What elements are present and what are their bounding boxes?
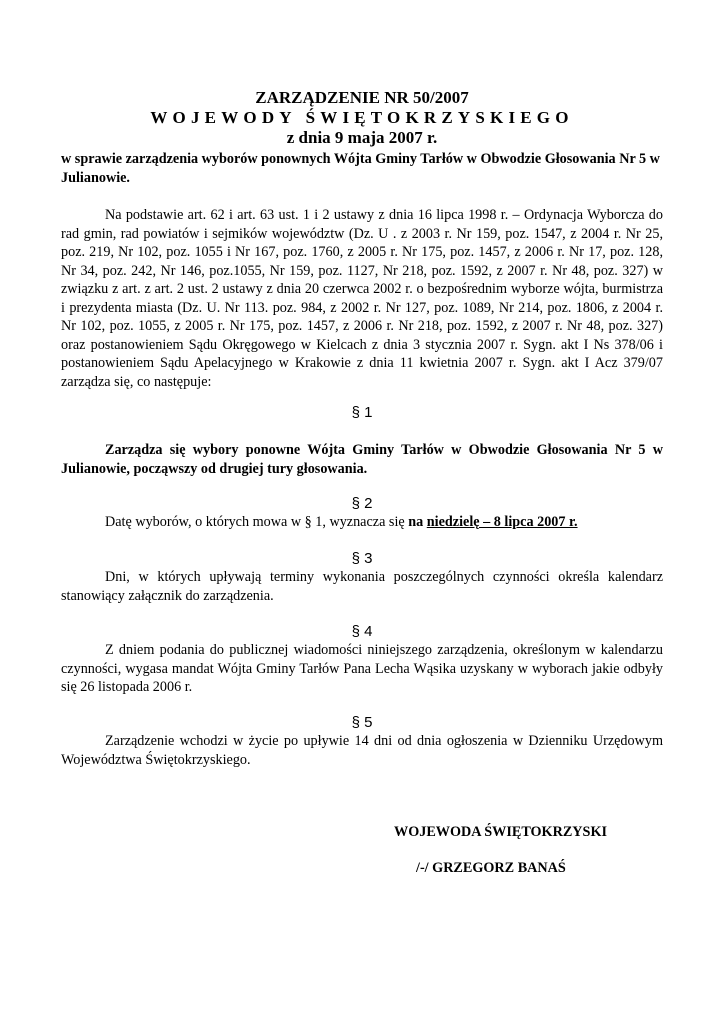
document-title: ZARZĄDZENIE NR 50/2007 [255,88,469,107]
document-subject: w sprawie zarządzenia wyborów ponownych Wójta Gminy Tarłów w Obwodzie Głosowania Nr 5 w Julianowie. [61,151,660,186]
document-date: z dnia 9 maja 2007 r. [286,128,438,147]
section-2-text-main: Datę wyborów, o których mowa w § 1, wyznacza się [105,514,409,530]
section-4-text: Z dniem podania do publicznej wiadomości niniejszego zarządzenia, określonym w kalendarzu czynności, wygasa mandat Wójta Gminy Tarłów Pana Lecha Wąsika uzyskany w wyborach jakie odbyły się 26 listopada 2006 r. [61,642,663,695]
section-1-text: Zarządza się wybory ponowne Wójta Gminy Tarłów w Obwodzie Głosowania Nr 5 w Julianowie, począwszy od drugiej tury głosowania. [61,442,663,477]
signatory-name: /-/ GRZEGORZ BANAŚ [416,860,566,876]
election-date: niedzielę – 8 lipca 2007 r. [426,514,578,530]
section-3-mark: § 3 [351,550,373,567]
signatory-title: WOJEWODA ŚWIĘTOKRZYSKI [394,824,607,840]
section-1-mark: § 1 [351,404,373,421]
section-3-text: Dni, w których upływają terminy wykonania poszczególnych czynności określa kalendarz stanowiący załącznik do zarządzenia. [61,569,663,604]
section-2-date-prefix: na [408,514,427,530]
issuer-title: WOJEWODY ŚWIĘTOKRZYSKIEGO [150,108,574,127]
section-2-mark: § 2 [351,495,373,512]
section-5-text: Zarządzenie wchodzi w życie po upływie 14 dni od dnia ogłoszenia w Dzienniku Urzędowym Województwa Świętokrzyskiego. [61,733,663,768]
section-4-mark: § 4 [351,623,373,640]
section-2-text [61,513,663,532]
preamble-paragraph: Na podstawie art. 62 i art. 63 ust. 1 i 2 ustawy z dnia 16 lipca 1998 r. – Ordynacja Wyborcza do rad gmin, rad powiatów i sejmików województw (Dz. U . z 2003 r. Nr 159, poz. 1547, z 2004 r. Nr 25, poz. 219, Nr 102, poz. 1055 i Nr 167, poz. 1760, z 2005 r. Nr 175, poz. 1457, z 2006 r. Nr 17, poz. 128, Nr 34, poz. 242, Nr 146, poz.1055, Nr 159, poz. 1127, Nr 218, poz. 1592, z 2007 r. Nr 48, poz. 327) w związku z art. z art. 2 ust. 2 ustawy z dnia 20 czerwca 2002 r. o bezpośrednim wyborze wójta, burmistrza i prezydenta miasta (Dz. U. Nr 113. poz. 984, z 2002 r. Nr 127, poz. 1089, Nr 214, poz. 1806, z 2004 r. Nr 102, poz. 1055, z 2005 r. Nr 175, poz. 1457, z 2006 r. Nr 218, poz. 1592, z 2007 r. Nr 48, poz. 327) oraz postanowieniem Sądu Okręgowego w Kielcach z dnia 3 stycznia 2007 r. Sygn. akt I Ns 378/06 i postanowieniem Sądu Apelacyjnego w Krakowie z dnia 11 kwietnia 2007 r. Sygn. akt I Acz 379/07 zarządza się, co następuje: [61,207,663,390]
section-5-mark: § 5 [351,714,373,731]
